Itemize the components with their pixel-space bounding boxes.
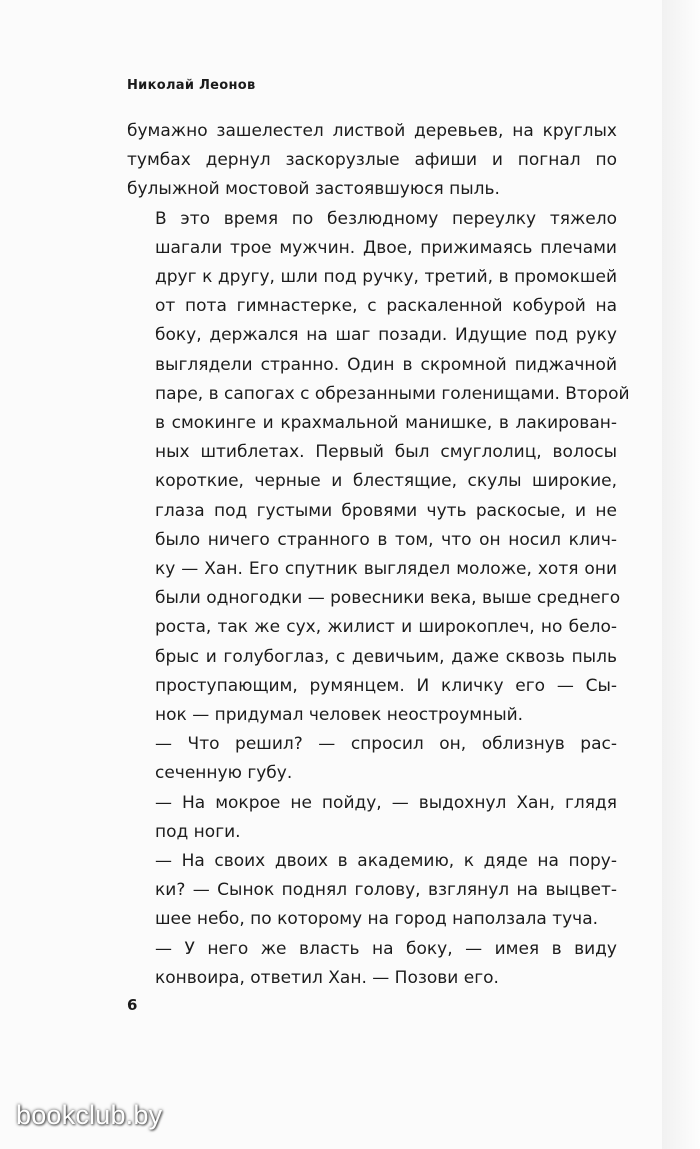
text-line: боку, держался на шаг позади. Идущие под руку <box>155 325 617 346</box>
text-line: шее небо, по которому на город наползала туча. <box>155 909 599 930</box>
paragraph <box>127 789 617 847</box>
text-line: бумажно зашелестел листвой деревьев, на круглых <box>127 121 617 141</box>
body-text <box>127 117 630 993</box>
text-line: сеченную губу. <box>155 763 293 784</box>
text-line: в смокинге и крахмальной манишке, в лакирован- <box>155 413 617 434</box>
text-line: было ничего странного в том, что он носил клич- <box>155 529 617 550</box>
text-line: — Что решил? — спросил он, облизнув рас- <box>155 734 617 755</box>
site-watermark: bookclub.by <box>16 1100 163 1130</box>
text-line: паре, в сапогах с обрезанными голенищами. Второй <box>155 383 630 404</box>
text-line: глаза под густыми бровями чуть раскосые, и не <box>155 500 617 521</box>
text-line: тумбах дернул заскорузлые афиши и погнал по <box>127 150 617 171</box>
text-line: ку — Хан. Его спутник выглядел моложе, хотя они <box>155 559 617 580</box>
text-line: от пота гимнастерке, с раскаленной кобурой на <box>155 296 617 317</box>
paragraph <box>127 205 630 731</box>
paragraph <box>127 847 617 935</box>
page-number: 6 <box>127 996 138 1014</box>
text-line: булыжной мостовой застоявшуюся пыль. <box>127 179 500 200</box>
text-line: шагали трое мужчин. Двое, прижимаясь плечами <box>155 237 617 258</box>
text-line: ных штиблетах. Первый был смуглолиц, волосы <box>155 442 617 463</box>
text-line: — На своих двоих в академию, к дяде на пору- <box>155 851 617 872</box>
text-line: — У него же власть на боку, — имея в виду <box>155 938 617 959</box>
text-line: роста, так же сух, жилист и широкоплеч, но бело- <box>155 617 617 638</box>
text-line: ки? — Сынок поднял голову, взглянул на выцвет- <box>155 880 617 901</box>
text-line: конвоира, ответил Хан. — Позови его. <box>155 967 499 988</box>
text-line: были одногодки — ровесники века, выше среднего <box>155 588 621 609</box>
text-line: друг к другу, шли под ручку, третий, в промокшей <box>155 267 617 288</box>
running-head-author: Николай Леонов <box>127 78 256 93</box>
text-line: — На мокрое не пойду, — выдохнул Хан, глядя <box>155 792 617 813</box>
text-line: проступающим, румянцем. И кличку его — Сы- <box>155 675 617 696</box>
text-line: брыс и голубоглаз, с девичьим, даже сквозь пыль <box>155 646 617 667</box>
text-line: под ноги. <box>155 821 241 842</box>
text-line: нок — придумал человек неостроумный. <box>155 705 524 726</box>
paragraph <box>127 117 617 205</box>
text-line: выглядели странно. Один в скромной пиджачной <box>155 354 617 375</box>
text-line: короткие, черные и блестящие, скулы широкие, <box>155 471 617 492</box>
page-edge <box>662 0 700 1149</box>
paragraph <box>127 935 617 993</box>
text-line: В это время по безлюдному переулку тяжело <box>155 208 617 229</box>
paragraph <box>127 730 617 788</box>
